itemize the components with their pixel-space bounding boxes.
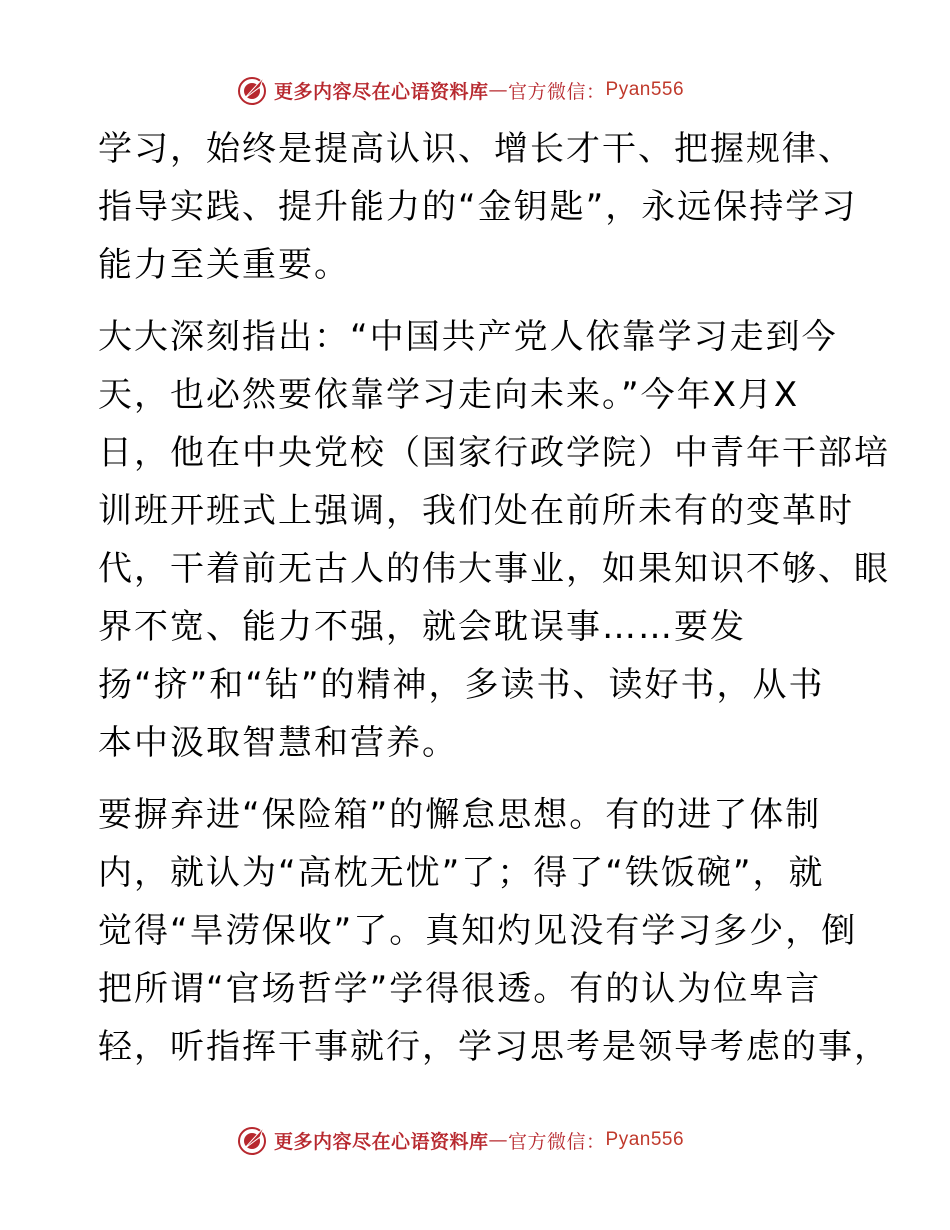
text-line: 能力至关重要。 [98, 245, 350, 285]
banner-dash: — [488, 79, 509, 101]
body-text [98, 120, 890, 1076]
text-line: 轻，听指挥干事就行，学习思考是领导考虑的事， [98, 1027, 890, 1067]
banner-wechat-label: 官方微信： [508, 1130, 606, 1153]
text-line: 天，也必然要依靠学习走向未来。”今年X月X [98, 375, 800, 415]
feather-logo-icon [236, 73, 270, 107]
paragraph-3 [98, 786, 890, 1076]
text-line: 大大深刻指出：“中国共产党人依靠学习走到今 [98, 317, 838, 357]
text-line: 界不宽、能力不强，就会耽误事……要发 [98, 607, 746, 647]
text-line: 代，干着前无古人的伟大事业，如果知识不够、眼 [98, 549, 890, 589]
paragraph-2 [98, 308, 890, 772]
feather-logo-icon [236, 1123, 270, 1157]
footer-banner [236, 1122, 716, 1158]
text-line: 内，就认为“高枕无忧”了；得了“铁饭碗”，就 [98, 853, 825, 893]
text-line: 把所谓“官场哲学”学得很透。有的认为位卑言 [98, 969, 822, 1009]
banner-wechat-id: Pyan556 [605, 1129, 685, 1150]
banner-main-text: 更多内容尽在心语资料库 [274, 1130, 489, 1153]
text-line: 扬“挤”和“钻”的精神，多读书、读好书，从书 [98, 665, 825, 705]
text-line: 要摒弃进“保险箱”的懈怠思想。有的进了体制 [98, 795, 822, 835]
banner-wechat-label: 官方微信： [508, 80, 606, 103]
text-line: 学习，始终是提高认识、增长才干、把握规律、 [98, 129, 854, 169]
text-line: 本中汲取智慧和营养。 [98, 723, 458, 763]
banner-main-text: 更多内容尽在心语资料库 [274, 80, 489, 103]
text-line: 训班开班式上强调，我们处在前所未有的变革时 [98, 491, 854, 531]
paragraph-1 [98, 120, 858, 294]
text-line: 觉得“旱涝保收”了。真知灼见没有学习多少，倒 [98, 911, 858, 951]
text-line: 日，他在中央党校（国家行政学院）中青年干部培 [98, 433, 890, 473]
header-banner [236, 72, 716, 108]
banner-dash: — [488, 1129, 509, 1151]
banner-wechat-id: Pyan556 [605, 79, 685, 100]
text-line: 指导实践、提升能力的“金钥匙”，永远保持学习 [98, 187, 858, 227]
